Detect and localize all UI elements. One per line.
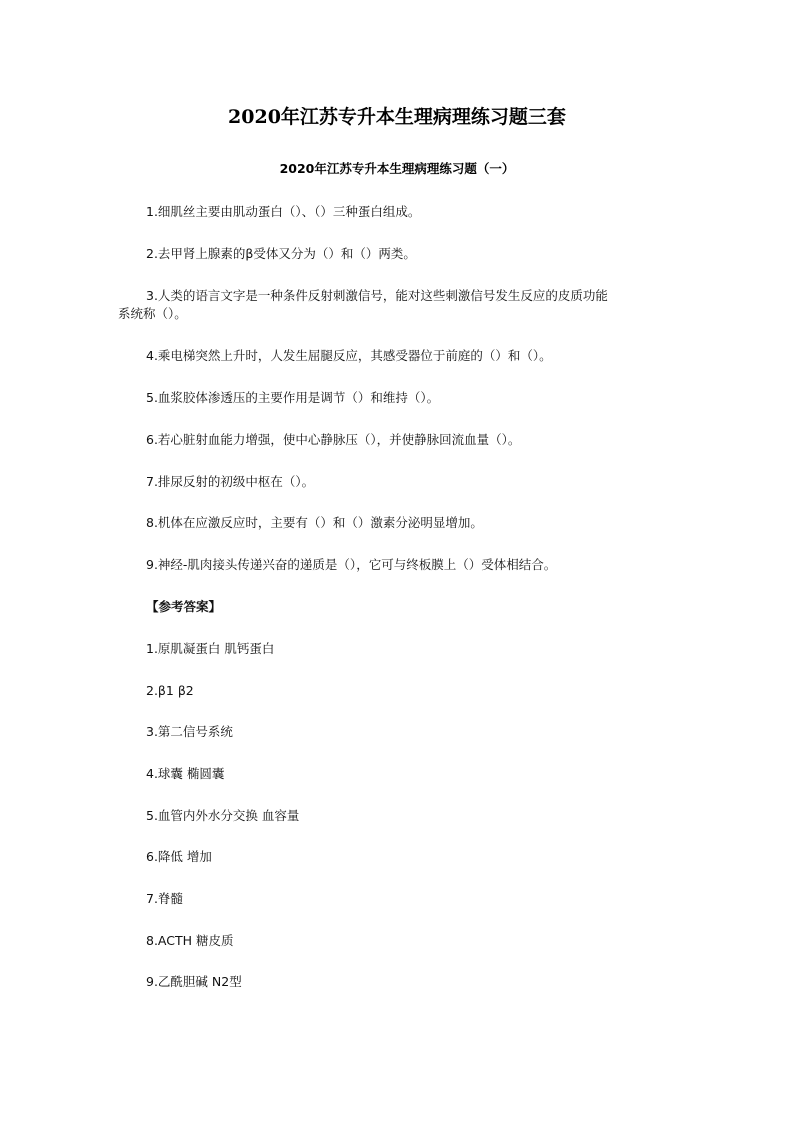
- answer-3: 3.第二信号系统: [146, 724, 233, 739]
- question-5: 5.血浆胶体渗透压的主要作用是调节（）和维持（）。: [146, 390, 440, 405]
- section-subtitle: 2020年江苏专升本生理病理练习题（一）: [279, 161, 515, 176]
- answer-1: 1.原肌凝蛋白 肌钙蛋白: [146, 641, 275, 656]
- document-title: 2020年江苏专升本生理病理练习题三套: [228, 106, 566, 128]
- question-3-line-2: 系统称（）。: [118, 306, 187, 321]
- answer-heading: 【参考答案】: [146, 599, 222, 614]
- answer-9: 9.乙酰胆碱 N2型: [146, 974, 242, 989]
- question-7: 7.排尿反射的初级中枢在（）。: [146, 474, 315, 489]
- question-3-line-1: 3.人类的语言文字是一种条件反射刺激信号，能对这些刺激信号发生反应的皮质功能: [146, 288, 608, 303]
- question-8: 8.机体在应激反应时，主要有（）和（）激素分泌明显增加。: [146, 515, 483, 530]
- answer-5: 5.血管内外水分交换 血容量: [146, 808, 300, 823]
- question-9: 9.神经-肌肉接头传递兴奋的递质是（），它可与终板膜上（）受体相结合。: [146, 557, 557, 572]
- answer-7: 7.脊髓: [146, 891, 183, 906]
- question-2: 2.去甲肾上腺素的β受体又分为（）和（）两类。: [146, 246, 416, 261]
- question-1: 1.细肌丝主要由肌动蛋白（）、（）三种蛋白组成。: [146, 204, 421, 219]
- answer-2: 2.β1 β2: [146, 683, 194, 698]
- answer-4: 4.球囊 椭圆囊: [146, 766, 225, 781]
- answer-6: 6.降低 增加: [146, 849, 212, 864]
- question-4: 4.乘电梯突然上升时，人发生屈腿反应，其感受器位于前庭的（）和（）。: [146, 348, 552, 363]
- question-6: 6.若心脏射血能力增强，使中心静脉压（），并使静脉回流血量（）。: [146, 432, 521, 447]
- answer-8: 8.ACTH 糖皮质: [146, 933, 234, 948]
